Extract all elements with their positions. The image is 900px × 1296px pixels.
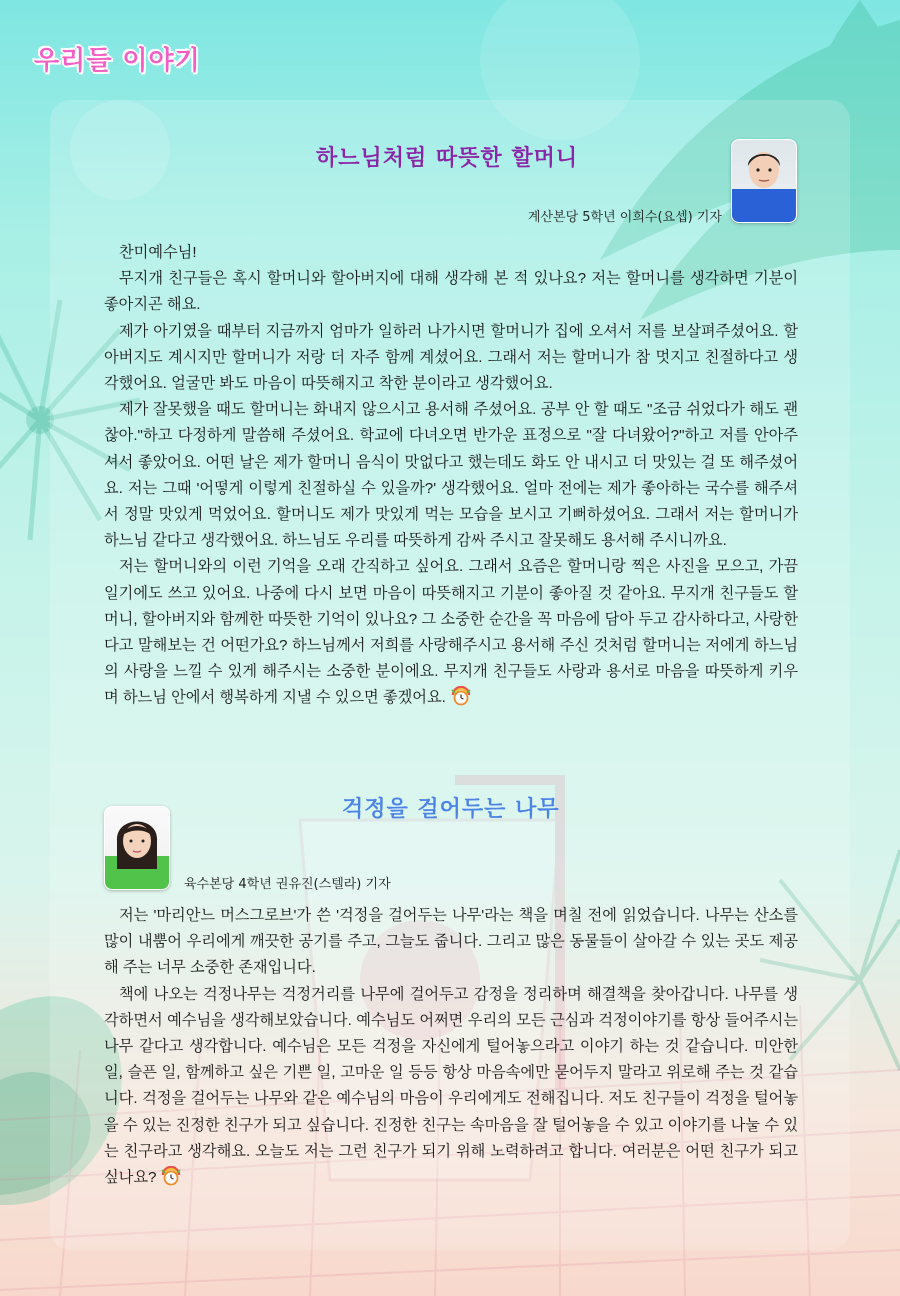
boy-portrait-icon	[732, 140, 796, 222]
article-byline: 계산본당 5학년 이희수(요셉) 기자	[527, 210, 722, 225]
rainbow-clock-end-icon	[450, 686, 472, 706]
article-paragraph	[104, 554, 798, 711]
reporter-photo	[104, 806, 170, 890]
article-paragraph-text: 저는 할머니와의 이런 기억을 오래 간직하고 싶어요. 그래서 요즘은 할머니랑 찍은 사진을 모으고, 가끔 일기에도 쓰고 있어요. 나중에 다시 보면 마음이 따뜻해지고 기분이 좋아질 것 같아요. 무지개 친구들도 할머니, 할아버지와 함께한 따뜻한 기억이 있나요? 그 소중한 순간을 꼭 마음에 담아 두고 감사하다고, 사랑한다고 말해보는 건 어떤가요? 하느님께서 저희를 사랑해주시고 용서해 주신 것처럼 할머니는 저에게 하느님의 사랑을 느낄 수 있게 해주시는 소중한 분이에요. 무지개 친구들도 사랑과 용서로 마음을 따뜻하게 키우며 하느님 안에서 행복하게 지낼 수 있으면 좋겠어요.	[104, 558, 798, 707]
girl-portrait-icon	[105, 807, 169, 889]
article-title: 하느님처럼 따뜻한 할머니	[316, 146, 579, 171]
article-paragraph: 찬미예수님!	[119, 244, 197, 261]
article-paragraph: 제가 아기였을 때부터 지금까지 엄마가 일하러 나가시면 할머니가 집에 오셔서 저를 보살펴주셨어요. 할아버지도 계시지만 할머니가 저랑 더 자주 함께 계셨어요. 그래서 저는 할머니가 참 멋지고 친절하다고 생각했어요. 얼굴만 봐도 마음이 따뜻해지고 착한 분이라고 생각했어요.	[104, 322, 798, 393]
article-paragraph	[104, 982, 798, 1192]
rainbow-clock-end-icon	[160, 1166, 182, 1186]
section-label: 우리들 이야기	[34, 46, 201, 76]
article-body	[104, 240, 798, 712]
reporter-photo	[731, 139, 797, 223]
article-paragraph: 무지개 친구들은 혹시 할머니와 할아버지에 대해 생각해 본 적 있나요? 저는 할머니를 생각하면 기분이 좋아지곤 해요.	[104, 270, 798, 314]
article-byline: 육수본당 4학년 권유진(스텔라) 기자	[184, 877, 391, 892]
article-paragraph: 저는 '마리안느 머스그로브'가 쓴 '걱정을 걸어두는 나무'라는 책을 며칠 전에 읽었습니다. 나무는 산소를 많이 내뿜어 우리에게 깨끗한 공기를 주고, 그늘도 줍니다. 그리고 많은 동물들이 살아갈 수 있는 곳도 제공해 주는 너무 소중한 존재입니다.	[104, 907, 798, 977]
article-paragraph-text: 책에 나오는 걱정나무는 걱정거리를 나무에 걸어두고 감정을 정리하며 해결책을 찾아갑니다. 나무를 생각하면서 예수님을 생각해보았습니다. 예수님도 어쩌면 우리의 모든 근심과 걱정이야기를 항상 들어주시는 나무 같다고 생각합니다. 예수님은 모든 걱정을 자신에게 털어놓으라고 이야기 하는 것 같습니다. 미안한 일, 슬픈 일, 함께하고 싶은 기쁜 일, 고마운 일 등등 항상 마음속에만 묻어두지 말라고 위로해 주는 것 같습니다. 걱정을 걸어두는 나무와 같은 예수님의 마음이 우리에게도 전해집니다. 저도 친구들이 걱정을 털어놓을 수 있는 진정한 친구가 되고 싶습니다. 진정한 친구는 속마음을 잘 털어놓을 수 있고 이야기를 나눌 수 있는 친구라고 생각해요. 오늘도 저는 그런 친구가 되기 위해 노력하려고 합니다. 여러분은 어떤 친구가 되고 싶나요?	[104, 985, 798, 1187]
article-paragraph: 제가 잘못했을 때도 할머니는 화내지 않으시고 용서해 주셨어요. 공부 안 할 때도 "조금 쉬었다가 해도 괜찮아."하고 다정하게 말씀해 주셨어요. 학교에 다녀오면 반가운 표정으로 "잘 다녀왔어?"하고 저를 안아주셔서 좋았어요. 어떤 날은 제가 할머니 음식이 맛없다고 했는데도 화도 안 내시고 더 맛있는 걸 또 해주셨어요. 저는 그때 '어떻게 이렇게 친절하실 수 있을까?' 생각했어요. 얼마 전에는 제가 좋아하는 국수를 해주셔서 정말 맛있게 먹었어요. 할머니도 제가 맛있게 먹는 모습을 보시고 기뻐하셨어요. 그래서 저는 할머니가 하느님 같다고 생각했어요. 하느님도 우리를 따뜻하게 감싸 주시고 잘못해도 용서해 주시니까요.	[104, 401, 798, 550]
article-title: 걱정을 걸어두는 나무	[342, 797, 560, 822]
article-body	[104, 903, 798, 1191]
